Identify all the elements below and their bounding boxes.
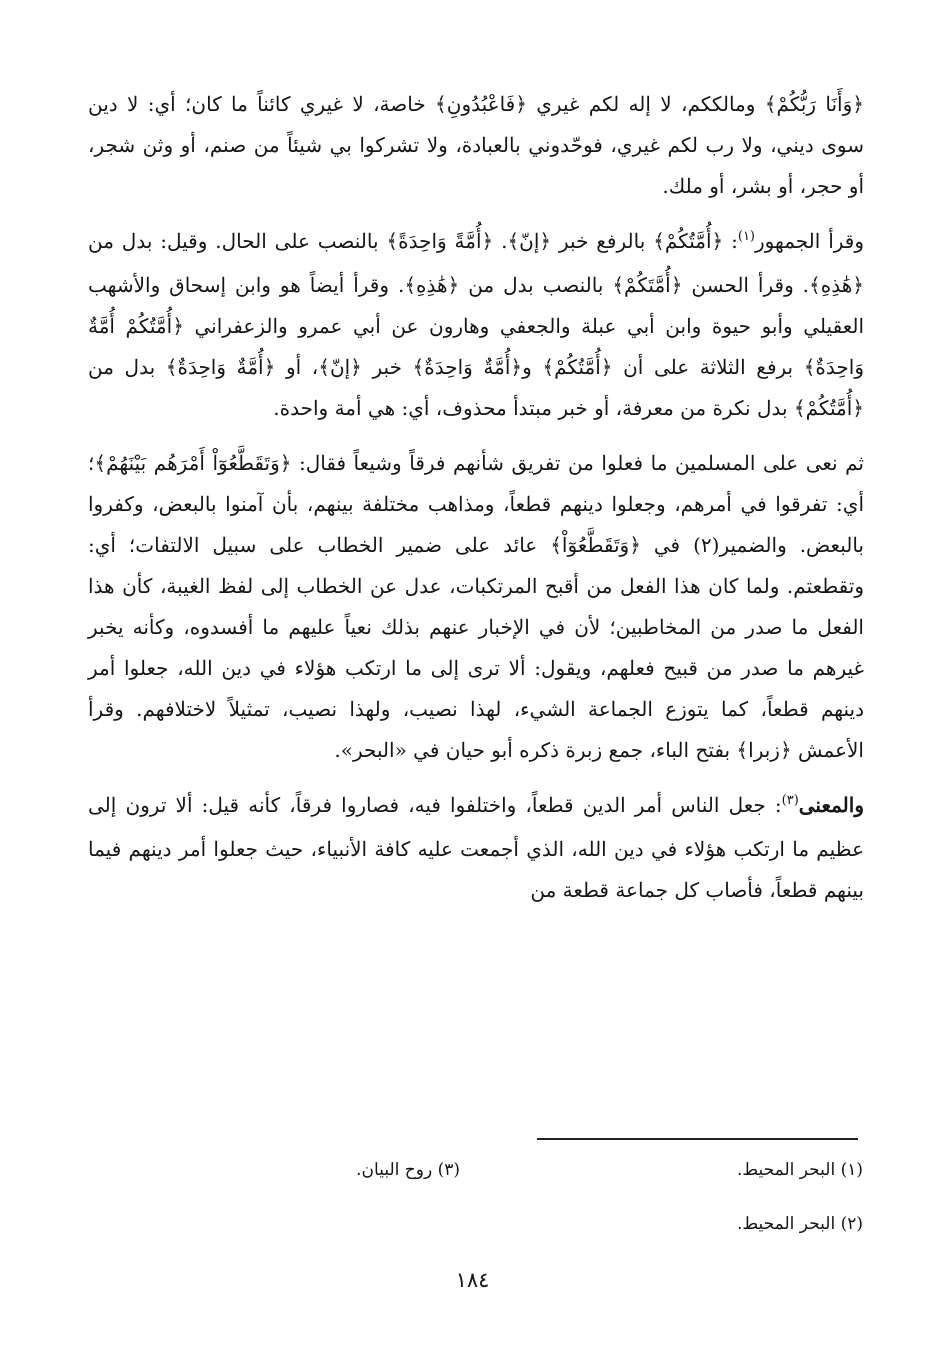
paragraph-1 — [88, 84, 864, 207]
paragraph-3-text: ثم نعى على المسلمين ما فعلوا من تفريق شأنهم فرقاً وشيعاً فقال: ﴿وَتَقَطَّعُوٓاْ أَمْرَهُم بَيْنَهُمْ﴾؛ أي: تفرقوا في أمرهم، وجعلوا دينهم قطعاً، ومذاهب مختلفة بينهم، بأن آمنوا بالبعض، وكفروا بالبعض. والضمير(٢) في ﴿وَتَقَطَّعُوٓاْ﴾ عائد على ضمير الخطاب على سبيل الالتفات؛ أي: وتقطعتم. ولما كان هذا الفعل من أقبح المرتكبات، عدل عن الخطاب إلى لفظ الغيبة، كأن هذا الفعل ما صدر من المخاطبين؛ لأن في الإخبار عنهم بذلك نعياً عليهم ما أفسدوه، وكأنه يخبر غيرهم ما صدر من قبيح فعلهم، ويقول: ألا ترى إلى ما ارتكب هؤلاء في دين الله، جعلوا أمر دينهم قطعاً، كما يتوزع الجماعة الشيء، لهذا نصيب، ولهذا نصيب، تمثيلاً لاختلافهم. وقرأ الأعمش ﴿زبرا﴾ بفتح الباء، جمع زبرة ذكره أبو حيان في «البحر». — [88, 451, 864, 762]
footnote-2: (٢) البحر المحيط. — [737, 1214, 863, 1234]
main-text — [88, 84, 864, 925]
page-number: ١٨٤ — [455, 1268, 490, 1292]
footnote-divider — [537, 1138, 858, 1140]
paragraph-4 — [88, 785, 864, 911]
footnote-ref-3[interactable]: (٣) — [781, 793, 799, 808]
paragraph-2-text: : ﴿أُمَّتُكُمْ﴾ بالرفع خبر ﴿إنّ﴾. ﴿أُمَّةً وَاحِدَةً﴾ بالنصب على الحال. وقيل: بدل من ﴿هَٰذِهِ﴾. وقرأ الحسن ﴿أُمَّتَكُمْ﴾ بالنصب بدل من ﴿هَٰذِهِ﴾. وقرأ أيضاً هو وابن إسحاق والأشهب العقيلي وأبو حيوة وابن أبي عبلة والجعفي وهارون عن أبي عمرو والزعفراني ﴿أُمَّتُكُمْ أُمَّةٌ وَاحِدَةٌ﴾ برفع الثلاثة على أن ﴿أُمَّتُكُمْ﴾ و﴿أُمَّةٌ وَاحِدَةٌ﴾ خبر ﴿إنّ﴾، أو ﴿أُمَّةٌ وَاحِدَةٌ﴾ بدل من ﴿أُمَّتُكُمْ﴾ بدل نكرة من معرفة، أو خبر مبتدأ محذوف، أي: هي أمة واحدة. — [88, 229, 864, 420]
paragraph-4-lead: والمعنى — [798, 793, 864, 817]
footnote-3: (٣) روح البيان. — [356, 1160, 460, 1180]
paragraph-2 — [88, 221, 864, 429]
paragraph-1-text: ﴿وَأَنَا رَبُّكُمْ﴾ ومالككم، لا إله لكم غيري ﴿فَاعْبُدُونِ﴾ خاصة، لا غيري كائناً ما كان؛ أي: لا دين سوى ديني، ولا رب لكم غيري، فوحّدوني بالعبادة، ولا تشركوا بي شيئاً من صنم، أو وثن شجر، أو حجر، أو بشر، أو ملك. — [88, 92, 864, 198]
paragraph-3 — [88, 443, 864, 771]
paragraph-4-text: : جعل الناس أمر الدين قطعاً، واختلفوا فيه، فصاروا فرقاً، كأنه قيل: ألا ترون إلى عظيم ما ارتكب هؤلاء في دين الله، الذي أجمعت عليه كافة الأنبياء، حيث جعلوا أمر دينهم فيما بينهم قطعاً، فأصاب كل جماعة قطعة من — [88, 793, 864, 902]
paragraph-2-lead: وقرأ الجمهور — [755, 229, 865, 253]
footnote-ref-1[interactable]: (١) — [737, 229, 755, 244]
footnote-1: (١) البحر المحيط. — [737, 1160, 863, 1180]
